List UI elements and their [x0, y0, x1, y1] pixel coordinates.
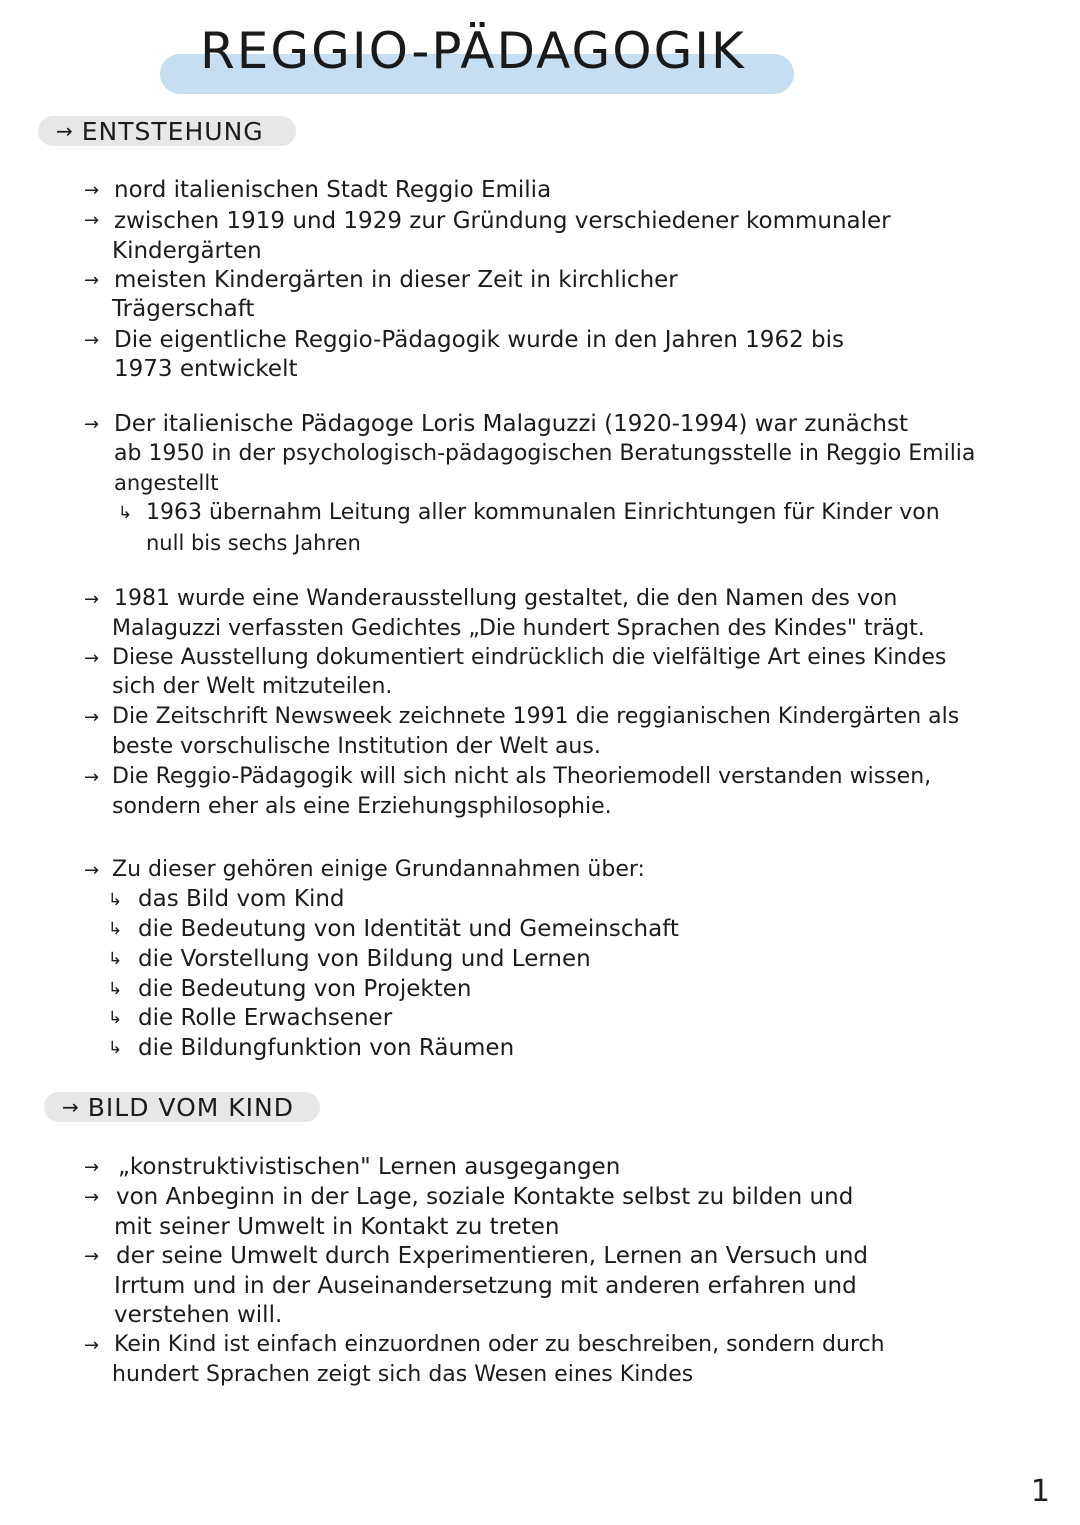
text-line: null bis sechs Jahren: [146, 531, 361, 555]
text-line: angestellt: [114, 471, 219, 495]
sub-arrow-icon: ↳: [108, 1008, 123, 1028]
text-line: Malaguzzi verfassten Gedichtes „Die hundert Sprachen des Kindes" trägt.: [112, 616, 925, 641]
section-heading-entstehung: [38, 116, 296, 146]
arrow-icon: →: [56, 119, 74, 143]
sub-arrow-icon: ↳: [108, 1038, 123, 1058]
text-line: beste vorschulische Institution der Welt aus.: [112, 734, 601, 759]
text-line: die Bildungfunktion von Räumen: [138, 1035, 515, 1061]
page-title: REGGIO-PÄDAGOGIK: [200, 22, 746, 80]
section-heading-bild-vom-kind: [44, 1092, 320, 1122]
text-line: Die Zeitschrift Newsweek zeichnete 1991 die reggianischen Kindergärten als: [112, 704, 960, 729]
text-line: 1963 übernahm Leitung aller kommunalen Einrichtungen für Kinder von: [146, 500, 940, 525]
arrow-icon: →: [84, 707, 100, 728]
section-heading-label: BILD VOM KIND: [87, 1092, 294, 1122]
arrow-icon: →: [84, 180, 100, 201]
arrow-icon: →: [84, 1335, 100, 1356]
arrow-icon: →: [62, 1095, 80, 1119]
text-line: das Bild vom Kind: [138, 886, 345, 912]
title-block: [160, 22, 794, 100]
text-line: mit seiner Umwelt in Kontakt zu treten: [114, 1214, 560, 1240]
text-line: Kein Kind ist einfach einzuordnen oder zu beschreiben, sondern durch: [114, 1332, 885, 1357]
page-number: 1: [1030, 1474, 1050, 1509]
arrow-icon: →: [84, 767, 100, 788]
arrow-icon: →: [84, 270, 100, 291]
text-line: Kindergärten: [112, 238, 262, 264]
text-line: Die Reggio-Pädagogik will sich nicht als Theoriemodell verstanden wissen,: [112, 764, 932, 789]
text-line: Der italienische Pädagoge Loris Malaguzzi (1920-1994) war zunächst: [114, 411, 908, 437]
text-line: die Bedeutung von Projekten: [138, 976, 472, 1002]
section-heading-label: ENTSTEHUNG: [81, 116, 264, 146]
text-line: Zu dieser gehören einige Grundannahmen über:: [112, 857, 645, 882]
sub-arrow-icon: ↳: [108, 919, 123, 939]
text-line: Irrtum und in der Auseinandersetzung mit anderen erfahren und: [114, 1273, 857, 1299]
arrow-icon: →: [84, 330, 100, 351]
text-line: „konstruktivistischen" Lernen ausgegangen: [118, 1154, 621, 1180]
text-line: die Vorstellung von Bildung und Lernen: [138, 946, 591, 972]
sub-arrow-icon: ↳: [108, 890, 123, 910]
text-line: die Rolle Erwachsener: [138, 1005, 393, 1031]
text-line: von Anbeginn in der Lage, soziale Kontakte selbst zu bilden und: [116, 1184, 854, 1210]
text-line: zwischen 1919 und 1929 zur Gründung verschiedener kommunaler: [114, 208, 891, 234]
arrow-icon: →: [84, 1187, 100, 1208]
text-line: die Bedeutung von Identität und Gemeinschaft: [138, 916, 679, 942]
text-line: hundert Sprachen zeigt sich das Wesen eines Kindes: [112, 1362, 694, 1387]
text-line: ab 1950 in der psychologisch-pädagogischen Beratungsstelle in Reggio Emilia: [114, 441, 976, 466]
text-line: sich der Welt mitzuteilen.: [112, 674, 393, 699]
text-line: 1981 wurde eine Wanderausstellung gestaltet, die den Namen des von: [114, 586, 898, 611]
text-line: Trägerschaft: [112, 296, 255, 322]
sub-arrow-icon: ↳: [108, 979, 123, 999]
arrow-icon: →: [84, 1246, 100, 1267]
text-line: meisten Kindergärten in dieser Zeit in kirchlicher: [114, 267, 678, 293]
arrow-icon: →: [84, 589, 100, 610]
arrow-icon: →: [84, 1157, 100, 1178]
text-line: verstehen will.: [114, 1302, 283, 1328]
arrow-icon: →: [84, 860, 100, 881]
text-line: 1973 entwickelt: [114, 356, 298, 382]
arrow-icon: →: [84, 210, 100, 231]
arrow-icon: →: [84, 414, 100, 435]
arrow-icon: →: [84, 648, 100, 669]
sub-arrow-icon: ↳: [108, 949, 123, 969]
text-line: sondern eher als eine Erziehungsphilosophie.: [112, 794, 612, 819]
text-line: Diese Ausstellung dokumentiert eindrücklich die vielfältige Art eines Kindes: [112, 645, 947, 670]
text-line: nord italienischen Stadt Reggio Emilia: [114, 177, 552, 203]
sub-arrow-icon: ↳: [118, 503, 133, 523]
text-line: der seine Umwelt durch Experimentieren, Lernen an Versuch und: [116, 1243, 869, 1269]
text-line: Die eigentliche Reggio-Pädagogik wurde in den Jahren 1962 bis: [114, 327, 844, 353]
